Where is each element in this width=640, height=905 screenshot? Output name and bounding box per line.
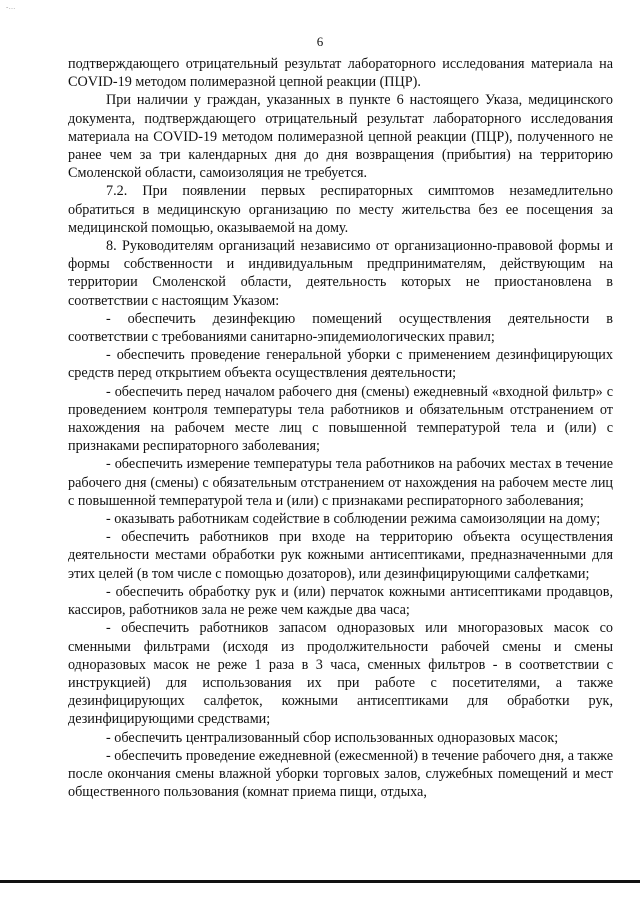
list-item-11: - обеспечить работников запасом одноразовых или многоразовых масок со сменными фильтрами (исходя из продолжительности рабочей смены и смены одноразовых масок не реже 1 раза в 3 часа, сменных фильтров - в соответствии с инструкцией) для использования их при работе с посетителями, а также дезинфицирующих салфеток, кожными антисептиками для обработки рук, дезинфицирующими средствами; <box>68 620 613 728</box>
paragraph-2: 7.2. При появлении первых респираторных симптомов незамедлительно обратиться в медицинскую организацию по месту жительства без ее посещения за медицинской помощью, оказываемой на дому. <box>68 183 613 236</box>
bottom-rule <box>0 880 640 883</box>
list-item-5: - обеспечить проведение генеральной уборки с применением дезинфицирующих средств перед открытием объекта осуществления деятельности; <box>68 347 613 382</box>
document-body <box>68 55 613 801</box>
list-item-12: - обеспечить централизованный сбор использованных одноразовых масок; <box>106 729 559 746</box>
paragraph-0: подтверждающего отрицательный результат лабораторного исследования материала на COVID-19 методом полимеразной цепной реакции (ПЦР). <box>68 56 613 91</box>
scan-mark: -... <box>6 3 16 11</box>
paragraph-1: При наличии у граждан, указанных в пункте 6 настоящего Указа, медицинского документа, подтверждающего отрицательный результат лабораторного исследования материала на COVID-19 методом полимеразной цепной реакции (ПЦР), полученного не ранее чем за три календарных дня до дня возвращения (прибытия) на территорию Смоленской области, самоизоляция не требуется. <box>68 92 613 182</box>
page-number: 6 <box>316 34 324 49</box>
list-item-10: - обеспечить обработку рук и (или) перчаток кожными антисептиками продавцов, кассиров, работников зала не реже чем каждые два часа; <box>68 583 613 619</box>
list-item-9: - обеспечить работников при входе на территорию объекта осуществления деятельности местами обработки рук кожными антисептиками, предназначенными для этих целей (в том числе с помощью дозаторов), или дезинфицирующими салфетками; <box>68 529 613 582</box>
list-item-7: - обеспечить измерение температуры тела работников на рабочих местах в течение рабочего дня (смены) с обязательным отстранением от нахождения на рабочем месте лиц с повышенной температурой тела и (или) с признаками респираторного заболевания; <box>68 456 613 509</box>
list-item-6: - обеспечить перед началом рабочего дня (смены) ежедневный «входной фильтр» с проведением контроля температуры тела работников и обязательным отстранением от нахождения на рабочем месте лиц с повышенной температурой тела и (или) с признаками респираторного заболевания; <box>68 383 613 455</box>
list-item-8: - оказывать работникам содействие в соблюдении режима самоизоляции на дому; <box>106 511 601 528</box>
list-item-4: - обеспечить дезинфекцию помещений осуществления деятельности в соответствии с требованиями санитарно-эпидемиологических правил; <box>68 310 613 346</box>
list-item-13: - обеспечить проведение ежедневной (ежесменной) в течение рабочего дня, а также после окончания смены влажной уборки торговых залов, служебных помещений и мест общественного пользования (комнат приема пищи, отдыха, <box>68 747 614 801</box>
paragraph-3: 8. Руководителям организаций независимо от организационно-правовой формы и формы собственности и индивидуальным предпринимателям, действующим на территории Смоленской области, деятельность которых не приостановлена в соответствии с настоящим Указом: <box>68 238 613 309</box>
